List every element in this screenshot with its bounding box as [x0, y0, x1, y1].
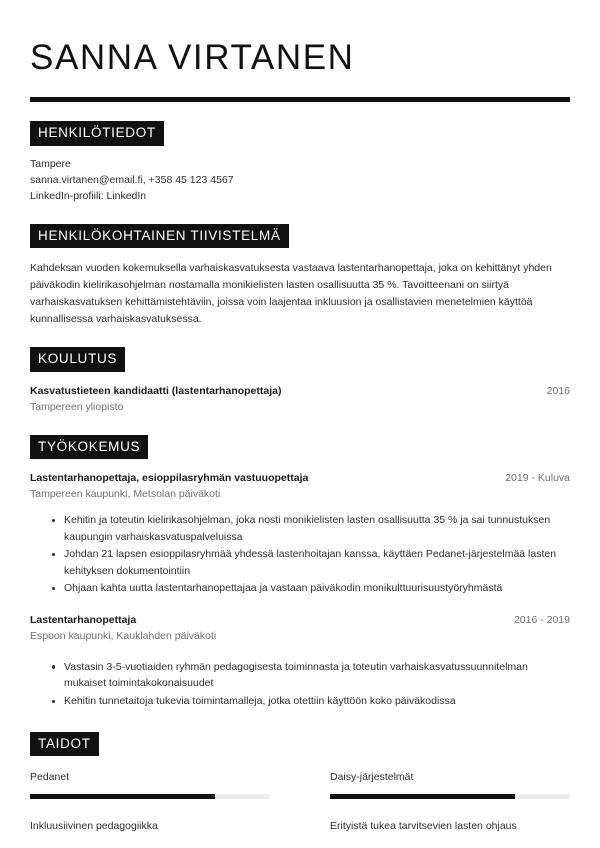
list-item: Johdan 21 lapsen esioppilasryhmää yhdessä lastenhoitajan kanssa, käyttäen Pedanet-järjestelmää lasten kehityksen dokumentointiin	[52, 546, 570, 579]
skill-progress-fill	[330, 794, 515, 799]
page-title: SANNA VIRTANEN	[30, 38, 355, 77]
skill-label: Erityistä tukea tarvitsevien lasten ohjaus	[330, 819, 517, 832]
section-heading-contact: HENKILÖTIEDOT	[30, 121, 164, 146]
list-item: Kehitin tunnetaitoja tukevia toimintamalleja, jotka otettiin käyttöön koko päiväkodissa	[52, 693, 570, 710]
skill-item	[30, 770, 270, 799]
skill-label: Daisy-järjestelmät	[330, 771, 414, 784]
section-summary	[30, 224, 570, 329]
skill-progress-bar	[30, 794, 270, 799]
section-education	[30, 347, 570, 415]
experience-bullet-list	[30, 659, 570, 710]
summary-text: Kahdeksan vuoden kokemuksella varhaiskasvatuksesta vastaava lastentarhanopettaja, joka on kehittänyt yhden päiväkodin kielirikasohjelman nostamalla monikielisten lasten osallisuutta 35 %. Tavoitteenani on siirtyä varhaiskasvatuksen kehittämistehtäviin, joissa voin laajentaa inkluusion ja osallistavien menetelmien käyttöä kunnallisessa varhaiskasvatuksessa.	[30, 262, 552, 326]
education-degree: Kasvatustieteen kandidaatti (lastentarhanopettaja)	[30, 384, 282, 397]
skill-item	[330, 770, 570, 799]
experience-job-title: Lastentarhanopettaja	[30, 613, 137, 626]
experience-entry-header	[30, 613, 570, 628]
skill-label: Pedanet	[30, 771, 70, 784]
skill-item	[30, 819, 270, 834]
experience-employer: Tampereen kaupunki, Metsolan päiväkoti	[30, 488, 221, 501]
section-experience	[30, 435, 570, 710]
experience-date: 2016 - 2019	[513, 613, 570, 626]
skills-grid	[30, 770, 570, 833]
contact-linkedin[interactable]: LinkedIn-profiili: LinkedIn	[30, 189, 147, 202]
experience-employer: Espoon kaupunki, Kauklahden päiväkoti	[30, 630, 217, 643]
section-contact	[30, 121, 570, 204]
list-item: Ohjaan kahta uutta lastentarhanopettajaa ja vastaan päiväkodin monikulttuurisuustyöryhmästä	[52, 580, 570, 597]
skill-progress-bar	[330, 794, 570, 799]
list-item: Kehitin ja toteutin kielirikasohjelman, joka nosti monikielisten lasten osallisuutta 35 % ja sai tunnustuksen kaupungin varhaiskasvatuspalveluissa	[52, 512, 570, 545]
contact-email-phone: sanna.virtanen@email.fi, +358 45 123 4567	[30, 173, 234, 186]
section-skills	[30, 732, 570, 834]
skill-progress-fill	[30, 794, 215, 799]
section-heading-experience: TYÖKOKEMUS	[30, 435, 148, 460]
section-heading-skills: TAIDOT	[30, 732, 99, 757]
skill-item	[330, 819, 570, 834]
experience-bullet-list	[30, 512, 570, 597]
list-item: Vastasin 3-5-vuotiaiden ryhmän pedagogisesta toiminnasta ja toteutin varhaiskasvatussuunnitelman mukaiset toimintakokonaisuudet	[52, 659, 570, 692]
contact-location: Tampere	[30, 157, 71, 170]
education-entry	[30, 384, 570, 416]
education-entry-header	[30, 384, 570, 399]
experience-entry	[30, 613, 570, 710]
experience-job-title: Lastentarhanopettaja, esioppilasryhmän vastuuopettaja	[30, 472, 309, 485]
header-divider	[30, 97, 570, 102]
experience-entry-header	[30, 471, 570, 486]
experience-date: 2019 - Kuluva	[505, 472, 570, 485]
contact-details	[30, 157, 570, 205]
skill-label: Inkluusiivinen pedagogiikka	[30, 819, 158, 832]
education-institution: Tampereen yliopisto	[30, 400, 124, 413]
experience-entry	[30, 471, 570, 597]
section-heading-summary: HENKILÖKOHTAINEN TIIVISTELMÄ	[30, 224, 289, 249]
education-date: 2016	[546, 384, 570, 397]
section-heading-education: KOULUTUS	[30, 347, 125, 372]
